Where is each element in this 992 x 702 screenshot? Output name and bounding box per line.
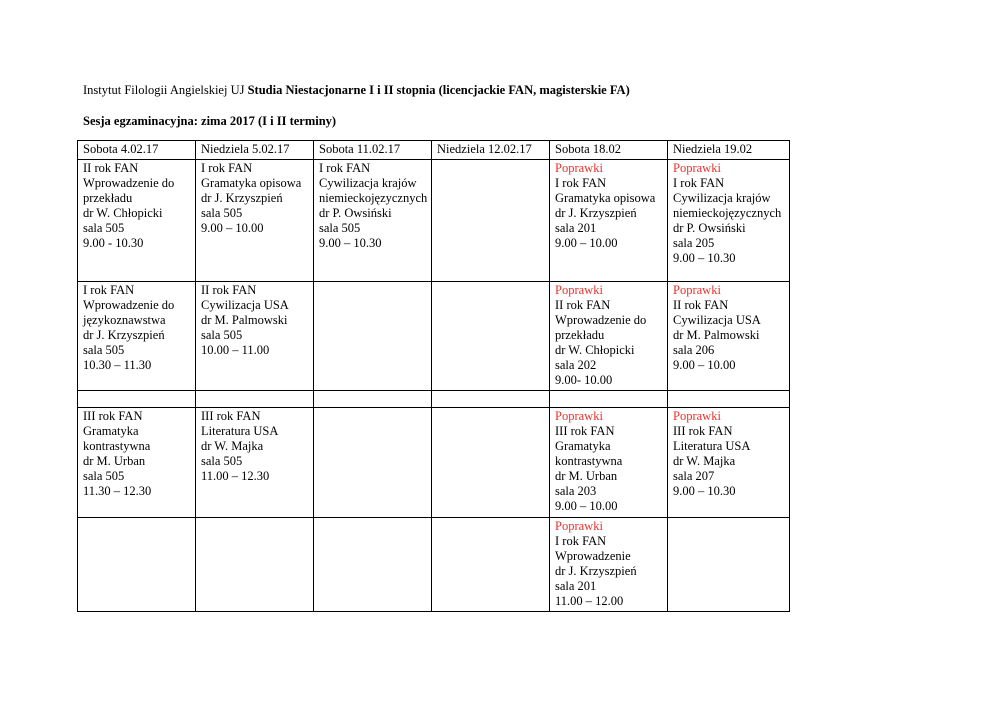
exam-detail-line: przekładu <box>83 191 133 205</box>
resit-label: Poprawki <box>555 519 603 533</box>
column-header: Niedziela 12.02.17 <box>432 141 550 160</box>
exam-detail-line: 11.30 – 12.30 <box>83 484 152 498</box>
empty-cell <box>432 408 550 518</box>
exam-detail-line: Gramatyka <box>555 439 611 453</box>
exam-detail-line: dr W. Majka <box>673 454 736 468</box>
exam-detail-line: Literatura USA <box>673 439 751 453</box>
exam-cell <box>668 408 790 518</box>
exam-schedule-table <box>77 140 790 612</box>
exam-detail-line: Wprowadzenie do <box>83 298 175 312</box>
exam-detail-line: dr J. Krzyszpień <box>83 328 165 342</box>
exam-detail-line: sala 205 <box>673 236 715 250</box>
exam-detail-line: 9.00 – 10.30 <box>319 236 382 250</box>
exam-detail-line: II rok FAN <box>201 283 257 297</box>
exam-detail-line: Cywilizacja krajów <box>673 191 771 205</box>
empty-cell <box>432 160 550 282</box>
institute-name: Instytut Filologii Angielskiej UJ <box>83 83 248 97</box>
empty-cell <box>432 282 550 391</box>
empty-cell <box>668 518 790 612</box>
exam-detail-line: dr M. Palmowski <box>673 328 760 342</box>
table-row <box>78 282 790 391</box>
table-row <box>78 408 790 518</box>
exam-detail-line: Literatura USA <box>201 424 279 438</box>
exam-detail-line: I rok FAN <box>83 283 135 297</box>
exam-detail-line: dr W. Majka <box>201 439 264 453</box>
exam-detail-line: Gramatyka <box>83 424 139 438</box>
exam-detail-line: 9.00 – 10.30 <box>673 251 736 265</box>
exam-detail-line: językoznawstwa <box>83 313 166 327</box>
exam-detail-line: dr W. Chłopicki <box>555 343 635 357</box>
exam-detail-line: I rok FAN <box>673 176 725 190</box>
exam-detail-line: dr P. Owsiński <box>673 221 746 235</box>
exam-detail-line: dr W. Chłopicki <box>83 206 163 220</box>
resit-label: Poprawki <box>555 283 603 297</box>
exam-detail-line: I rok FAN <box>555 534 607 548</box>
exam-cell <box>668 282 790 391</box>
exam-detail-line: III rok FAN <box>83 409 143 423</box>
empty-cell <box>314 282 432 391</box>
column-header: Sobota 18.02 <box>550 141 668 160</box>
exam-detail-line: Wprowadzenie do <box>83 176 175 190</box>
exam-cell <box>196 408 314 518</box>
exam-detail-line: 9.00 – 10.00 <box>673 358 736 372</box>
exam-detail-line: niemieckojęzycznych <box>319 191 428 205</box>
exam-cell <box>78 282 196 391</box>
exam-cell <box>196 160 314 282</box>
exam-detail-line: Cywilizacja USA <box>673 313 761 327</box>
document-heading <box>83 83 630 98</box>
exam-detail-line: I rok FAN <box>201 161 253 175</box>
exam-detail-line: 9.00 - 10.30 <box>83 236 144 250</box>
exam-detail-line: sala 202 <box>555 358 597 372</box>
exam-detail-line: 9.00- 10.00 <box>555 373 613 387</box>
exam-detail-line: I rok FAN <box>555 176 607 190</box>
exam-cell <box>78 160 196 282</box>
empty-cell <box>550 391 668 408</box>
exam-detail-line: Gramatyka opisowa <box>555 191 656 205</box>
table-row <box>78 160 790 282</box>
exam-detail-line: sala 505 <box>83 469 125 483</box>
exam-detail-line: 9.00 – 10.30 <box>673 484 736 498</box>
header-row <box>78 141 790 160</box>
exam-detail-line: sala 505 <box>201 328 243 342</box>
exam-detail-line: kontrastywna <box>83 439 151 453</box>
empty-cell <box>314 391 432 408</box>
exam-cell <box>550 518 668 612</box>
empty-cell <box>196 518 314 612</box>
exam-detail-line: kontrastywna <box>555 454 623 468</box>
empty-cell <box>196 391 314 408</box>
separator-row <box>78 391 790 408</box>
empty-cell <box>432 518 550 612</box>
exam-detail-line: II rok FAN <box>555 298 611 312</box>
exam-detail-line: sala 201 <box>555 579 597 593</box>
studies-title: Studia Niestacjonarne I i II stopnia (licencjackie FAN, magisterskie FA) <box>247 83 630 97</box>
exam-detail-line: 10.30 – 11.30 <box>83 358 152 372</box>
resit-label: Poprawki <box>673 161 721 175</box>
exam-detail-line: 9.00 – 10.00 <box>201 221 264 235</box>
exam-detail-line: dr J. Krzyszpień <box>555 206 637 220</box>
resit-label: Poprawki <box>555 161 603 175</box>
exam-detail-line: sala 505 <box>83 343 125 357</box>
exam-detail-line: dr M. Palmowski <box>201 313 288 327</box>
exam-cell <box>668 160 790 282</box>
exam-detail-line: sala 505 <box>201 206 243 220</box>
exam-detail-line: sala 201 <box>555 221 597 235</box>
exam-detail-line: 10.00 – 11.00 <box>201 343 270 357</box>
exam-detail-line: 11.00 – 12.30 <box>201 469 270 483</box>
exam-cell <box>550 160 668 282</box>
exam-detail-line: 9.00 – 10.00 <box>555 499 618 513</box>
exam-cell <box>550 282 668 391</box>
exam-detail-line: sala 505 <box>83 221 125 235</box>
exam-detail-line: niemieckojęzycznych <box>673 206 782 220</box>
exam-detail-line: sala 207 <box>673 469 715 483</box>
exam-cell <box>550 408 668 518</box>
column-header: Sobota 4.02.17 <box>78 141 196 160</box>
exam-detail-line: II rok FAN <box>673 298 729 312</box>
resit-label: Poprawki <box>673 283 721 297</box>
exam-detail-line: dr M. Urban <box>83 454 146 468</box>
exam-detail-line: dr P. Owsiński <box>319 206 392 220</box>
exam-detail-line: dr J. Krzyszpień <box>555 564 637 578</box>
empty-cell <box>314 518 432 612</box>
empty-cell <box>432 391 550 408</box>
table-row <box>78 518 790 612</box>
exam-cell <box>196 282 314 391</box>
exam-detail-line: sala 505 <box>201 454 243 468</box>
session-title: Sesja egzaminacyjna: zima 2017 (I i II terminy) <box>83 114 337 128</box>
exam-detail-line: III rok FAN <box>673 424 733 438</box>
exam-detail-line: Wprowadzenie do <box>555 313 647 327</box>
exam-detail-line: sala 203 <box>555 484 597 498</box>
exam-detail-line: III rok FAN <box>555 424 615 438</box>
exam-detail-line: sala 505 <box>319 221 361 235</box>
resit-label: Poprawki <box>555 409 603 423</box>
exam-detail-line: Wprowadzenie <box>555 549 631 563</box>
exam-detail-line: dr J. Krzyszpień <box>201 191 283 205</box>
empty-cell <box>314 408 432 518</box>
exam-detail-line: Gramatyka opisowa <box>201 176 302 190</box>
exam-detail-line: dr M. Urban <box>555 469 618 483</box>
column-header: Niedziela 19.02 <box>668 141 790 160</box>
exam-detail-line: I rok FAN <box>319 161 371 175</box>
exam-detail-line: przekładu <box>555 328 605 342</box>
exam-detail-line: III rok FAN <box>201 409 261 423</box>
exam-detail-line: sala 206 <box>673 343 715 357</box>
exam-detail-line: Cywilizacja USA <box>201 298 289 312</box>
exam-detail-line: Cywilizacja krajów <box>319 176 417 190</box>
column-header: Sobota 11.02.17 <box>314 141 432 160</box>
exam-cell <box>78 408 196 518</box>
exam-detail-line: 9.00 – 10.00 <box>555 236 618 250</box>
exam-cell <box>314 160 432 282</box>
empty-cell <box>668 391 790 408</box>
empty-cell <box>78 391 196 408</box>
column-header: Niedziela 5.02.17 <box>196 141 314 160</box>
exam-detail-line: II rok FAN <box>83 161 139 175</box>
resit-label: Poprawki <box>673 409 721 423</box>
exam-detail-line: 11.00 – 12.00 <box>555 594 624 608</box>
empty-cell <box>78 518 196 612</box>
